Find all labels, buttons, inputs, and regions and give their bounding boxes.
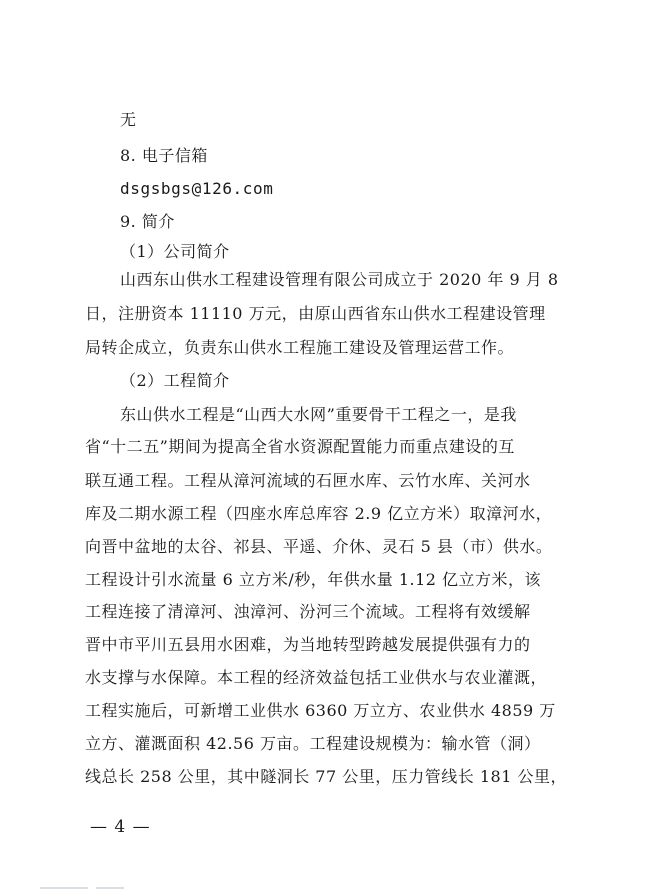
paragraph-line: 工程设计引水流量 6 立方米/秒，年供水量 1.12 亿立方米，该: [85, 570, 542, 589]
paragraph-line: 库及二期水源工程（四座水库总库容 2.9 亿立方米）取漳河水，: [85, 504, 553, 523]
scan-edge-mark: [40, 887, 88, 889]
section-heading-email: 8. 电子信箱: [120, 146, 208, 165]
paragraph-line: 局转企成立，负责东山供水工程施工建设及管理运营工作。: [85, 338, 515, 357]
text-line: 无: [120, 110, 137, 129]
paragraph-line: 水支撑与水保障。本工程的经济效益包括工业供水与农业灌溉，: [85, 668, 548, 687]
paragraph-line: 工程连接了清漳河、浊漳河、汾河三个流域。工程将有效缓解: [85, 602, 531, 621]
subheading-company-intro: （1）公司简介: [120, 242, 230, 261]
paragraph-line: 工程实施后，可新增工业供水 6360 万立方、农业供水 4859 万: [85, 701, 556, 720]
paragraph-line: 日，注册资本 11110 万元，由原山西省东山供水工程建设管理: [85, 304, 546, 323]
paragraph-line: 立方、灌溉面积 42.56 万亩。工程建设规模为：输水管（洞）: [85, 734, 541, 753]
paragraph-line: 晋中市平川五县用水困难，为当地转型跨越发展提供强有力的: [85, 635, 531, 654]
paragraph-line: 省“十二五”期间为提高全省水资源配置能力而重点建设的互: [85, 437, 515, 456]
page-number: — 4 —: [90, 817, 151, 837]
paragraph-line: 山西东山供水工程建设管理有限公司成立于 2020 年 9 月 8: [120, 270, 559, 289]
paragraph-line: 线总长 258 公里，其中隧洞长 77 公里，压力管线长 181 公里，: [85, 767, 567, 786]
email-address: dsgsbgs@126.com: [120, 179, 274, 198]
paragraph-line: 联互通工程。工程从漳河流域的石匣水库、云竹水库、关河水: [85, 471, 531, 490]
scan-edge-mark: [96, 887, 124, 889]
subheading-project-intro: （2）工程简介: [120, 371, 230, 390]
paragraph-line: 向晋中盆地的太谷、祁县、平遥、介休、灵石 5 县（市）供水。: [85, 537, 553, 556]
section-heading-intro: 9. 简介: [120, 212, 175, 231]
paragraph-line: 东山供水工程是“山西大水网”重要骨干工程之一，是我: [120, 405, 517, 424]
